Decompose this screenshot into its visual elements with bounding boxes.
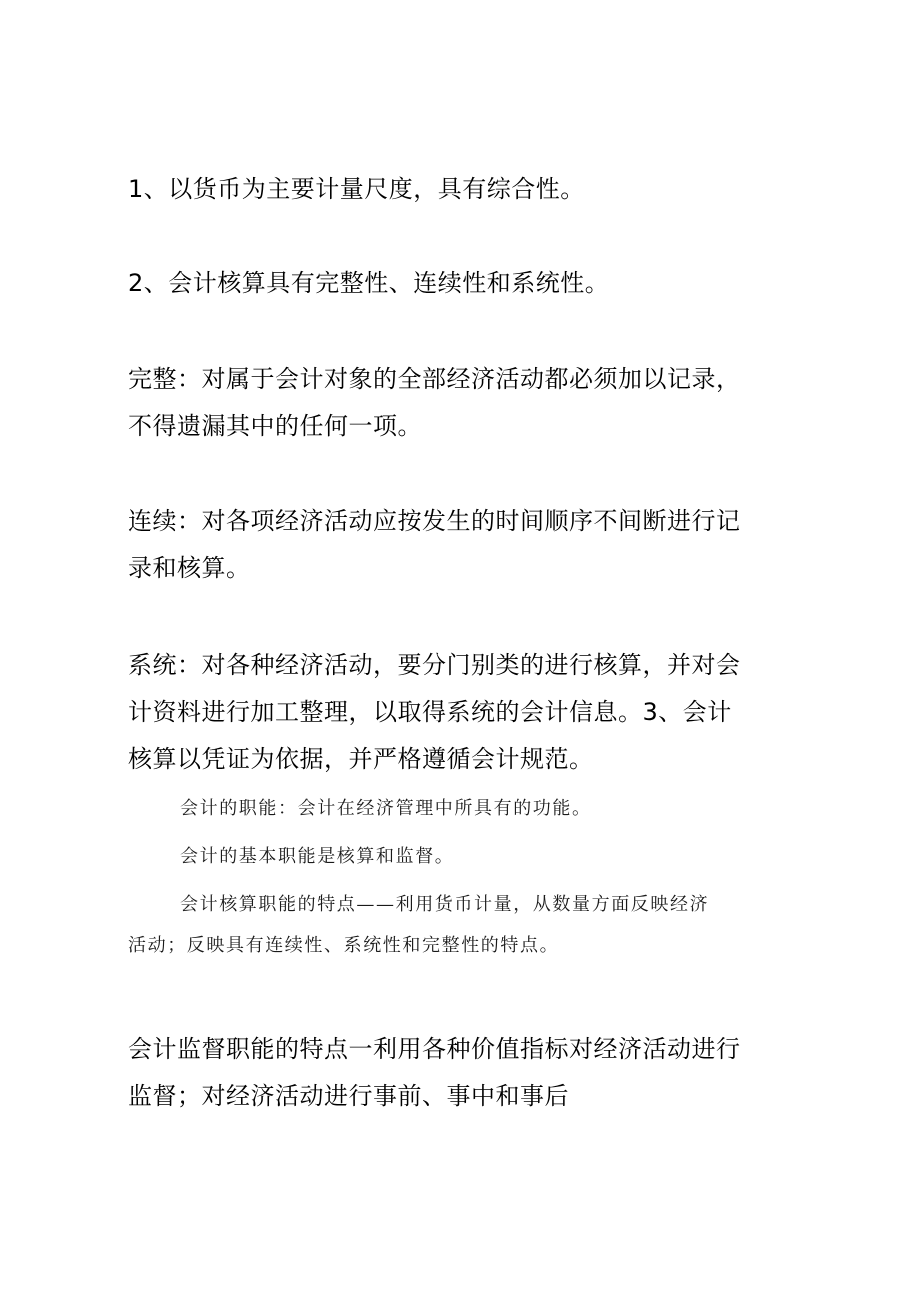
text-line: 录和核算。: [128, 554, 251, 582]
functions-definition-paragraph: [128, 788, 808, 829]
continuity-paragraph: [128, 498, 808, 592]
text-line: 计资料进行加工整理，以取得系统的会计信息。3、会计: [128, 698, 732, 726]
text-line: 完整：对属于会计对象的全部经济活动都必须加以记录，: [128, 365, 741, 393]
text-line: 活动；反映具有连续性、系统性和完整性的特点。: [128, 935, 560, 956]
text-line: 会计的基本职能是核算和监督。: [180, 846, 455, 867]
text-line: 核算以凭证为依据，并严格遵循会计规范。: [128, 745, 594, 773]
text-line: 会计核算职能的特点——利用货币计量，从数量方面反映经济: [180, 894, 710, 915]
text-line: 系统：对各种经济活动，要分门别类的进行核算，并对会: [128, 651, 741, 679]
list-item-2: [128, 260, 808, 307]
accounting-function-features-paragraph: [128, 884, 808, 966]
list-item-1: [128, 166, 808, 213]
text-line: 2、会计核算具有完整性、连续性和系统性。: [128, 269, 610, 297]
text-line: 不得遗漏其中的任何一项。: [128, 412, 422, 440]
basic-functions-paragraph: [128, 836, 808, 877]
text-line: 连续：对各项经济活动应按发生的时间顺序不间断进行记: [128, 507, 741, 535]
supervision-features-paragraph: [128, 1026, 808, 1120]
completeness-paragraph: [128, 356, 808, 450]
text-line: 监督；对经济活动进行事前、事中和事后: [128, 1082, 569, 1110]
text-line: 会计的职能：会计在经济管理中所具有的功能。: [180, 798, 592, 819]
text-line: 会计监督职能的特点一利用各种价值指标对经济活动进行: [128, 1035, 741, 1063]
systematic-paragraph: [128, 642, 808, 783]
text-line: 1、以货币为主要计量尺度，具有综合性。: [128, 175, 585, 203]
